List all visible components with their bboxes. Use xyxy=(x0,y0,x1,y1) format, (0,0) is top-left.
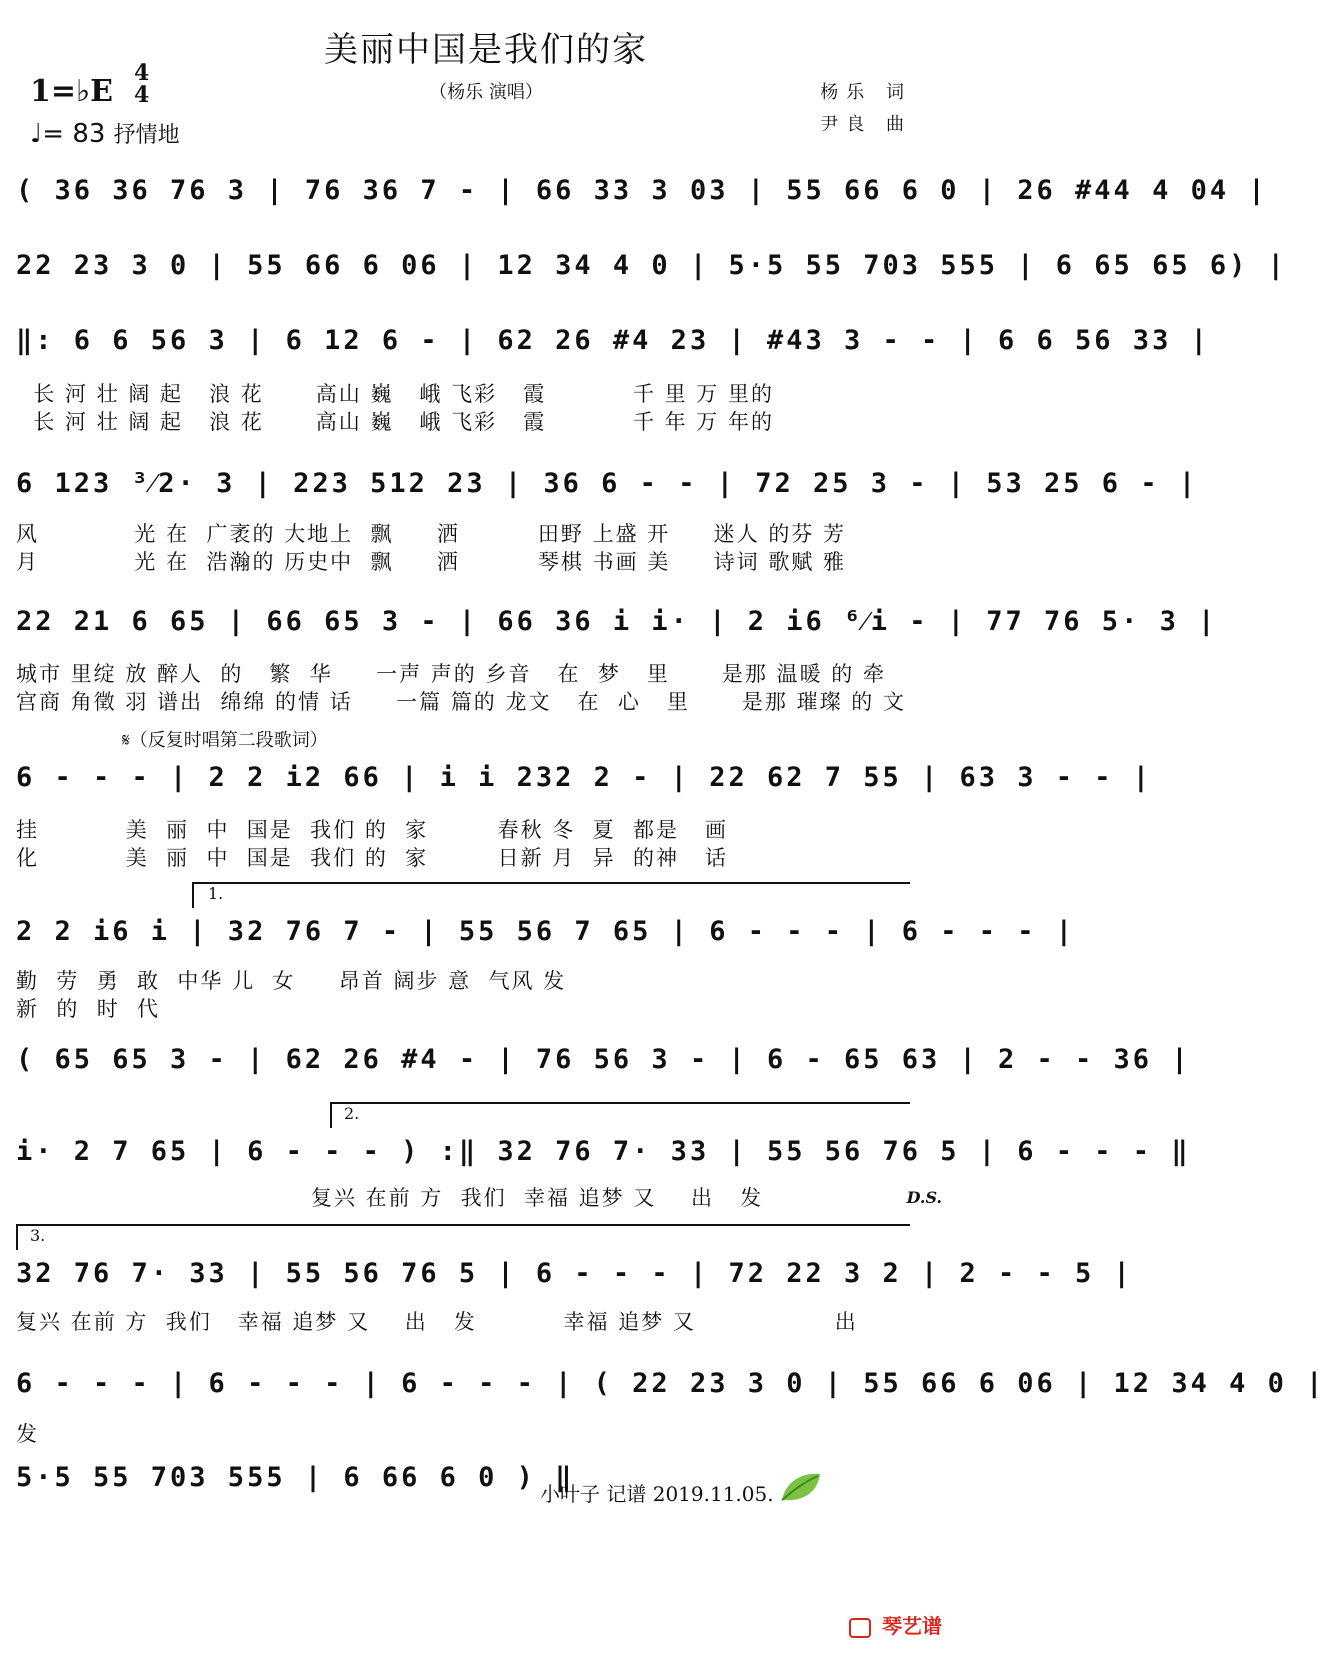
lyric-line-3b: 长 河 壮 阔 起 浪 花 高山 巍 峨 飞彩 霞 千 年 万 年的 xyxy=(16,410,774,434)
volta-1: 1. xyxy=(208,884,224,903)
transcriber-credit: 小叶子 记谱 2019.11.05. xyxy=(540,1482,774,1506)
brand-icon xyxy=(849,1618,871,1638)
tempo-value: ♩= 83 xyxy=(30,119,106,149)
lyric-line-10: 复兴 在前 方 我们 幸福 追梦 又 出 发 幸福 追梦 又 出 xyxy=(16,1310,858,1334)
lyric-line-7b: 新 的 时 代 xyxy=(16,997,161,1021)
music-line-4: 6 123 ³⁄2· 3 | 223 512 23 | 36 6 - - | 72 25 3 - | 53 25 6 - | xyxy=(16,468,1199,499)
volta-1-bracket xyxy=(192,882,910,908)
music-line-3: ‖: 6 6 56 3 | 6 12 6 - | 62 26 #4 23 | #43 3 - - | 6 6 56 33 | xyxy=(16,325,1210,356)
tempo-mark xyxy=(30,118,180,149)
lyric-line-9: 复兴 在前 方 我们 幸福 追梦 又 出 发 xyxy=(16,1186,764,1210)
volta-2: 2. xyxy=(344,1104,360,1123)
segno-note: 𝄋（反复时唱第二段歌词） xyxy=(122,730,328,751)
music-line-8: ( 65 65 3 - | 62 26 #4 - | 76 56 3 - | 6 - 65 63 | 2 - - 36 | xyxy=(16,1044,1191,1075)
music-line-12: 5·5 55 703 555 | 6 66 6 0 ) ‖ xyxy=(16,1462,575,1493)
lyric-line-6a: 挂 美 丽 中 国是 我们 的 家 春秋 冬 夏 都是 画 xyxy=(16,818,728,842)
lyric-line-6b: 化 美 丽 中 国是 我们 的 家 日新 月 异 的神 话 xyxy=(16,846,728,870)
composer-credit: 尹良 曲 xyxy=(820,114,912,135)
lyricist-credit: 杨乐 词 xyxy=(820,82,912,103)
music-line-9: i· 2 7 65 | 6 - - - ) :‖ 32 76 7· 33 | 55 56 76 5 | 6 - - - ‖ xyxy=(16,1136,1191,1167)
volta-3: 3. xyxy=(30,1226,46,1245)
brand-name: 琴艺谱 xyxy=(882,1614,942,1638)
music-line-7: 2 2 i6 i | 32 76 7 - | 55 56 7 65 | 6 - - - | 6 - - - | xyxy=(16,916,1076,947)
lyric-line-4b: 月 光 在 浩瀚的 历史中 飘 洒 琴棋 书画 美 诗词 歌赋 雅 xyxy=(16,550,847,574)
key-signature: 1=♭E xyxy=(30,74,114,109)
lyric-line-11: 发 xyxy=(16,1422,39,1446)
lyric-line-5a: 城市 里绽 放 醉人 的 繁 华 一声 声的 乡音 在 梦 里 是那 温暖 的 牵 xyxy=(16,662,886,686)
music-line-6: 6 - - - | 2 2 i2 66 | i i 232 2 - | 22 62 7 55 | 63 3 - - | xyxy=(16,762,1153,793)
mood-mark: 抒情地 xyxy=(113,123,180,148)
time-bottom: 4 xyxy=(134,82,150,108)
music-line-10: 32 76 7· 33 | 55 56 76 5 | 6 - - - | 72 22 3 2 | 2 - - 5 | xyxy=(16,1258,1133,1289)
leaf-icon xyxy=(778,1470,824,1504)
song-title: 美丽中国是我们的家 xyxy=(324,30,648,70)
ds-mark: D.S. xyxy=(906,1188,942,1207)
volta-2-bracket xyxy=(330,1102,910,1128)
time-top: 4 xyxy=(134,60,150,86)
music-line-5: 22 21 6 65 | 66 65 3 - | 66 36 i i· | 2 i6 ⁶⁄i - | 77 76 5· 3 | xyxy=(16,606,1218,637)
brand-logo xyxy=(849,1610,942,1639)
singer-credit: （杨乐 演唱） xyxy=(429,82,543,103)
time-signature xyxy=(134,62,149,106)
music-line-11: 6 - - - | 6 - - - | 6 - - - | ( 22 23 3 0 | 55 66 6 06 | 12 34 4 0 | xyxy=(16,1368,1325,1399)
music-line-2: 22 23 3 0 | 55 66 6 06 | 12 34 4 0 | 5·5 55 703 555 | 6 65 65 6) | xyxy=(16,250,1287,281)
lyric-line-3a: 长 河 壮 阔 起 浪 花 高山 巍 峨 飞彩 霞 千 里 万 里的 xyxy=(16,382,774,406)
music-line-1: ( 36 36 76 3 | 76 36 7 - | 66 33 3 03 | 55 66 6 0 | 26 #44 4 04 | xyxy=(16,175,1268,206)
lyric-line-4a: 风 光 在 广袤的 大地上 飘 洒 田野 上盛 开 迷人 的芬 芳 xyxy=(16,522,847,546)
volta-3-bracket xyxy=(16,1224,910,1250)
lyric-line-7a: 勤 劳 勇 敢 中华 儿 女 昂首 阔步 意 气风 发 xyxy=(16,969,567,993)
lyric-line-5b: 宫商 角徵 羽 谱出 绵绵 的情 话 一篇 篇的 龙文 在 心 里 是那 璀璨 的 文 xyxy=(16,690,906,714)
